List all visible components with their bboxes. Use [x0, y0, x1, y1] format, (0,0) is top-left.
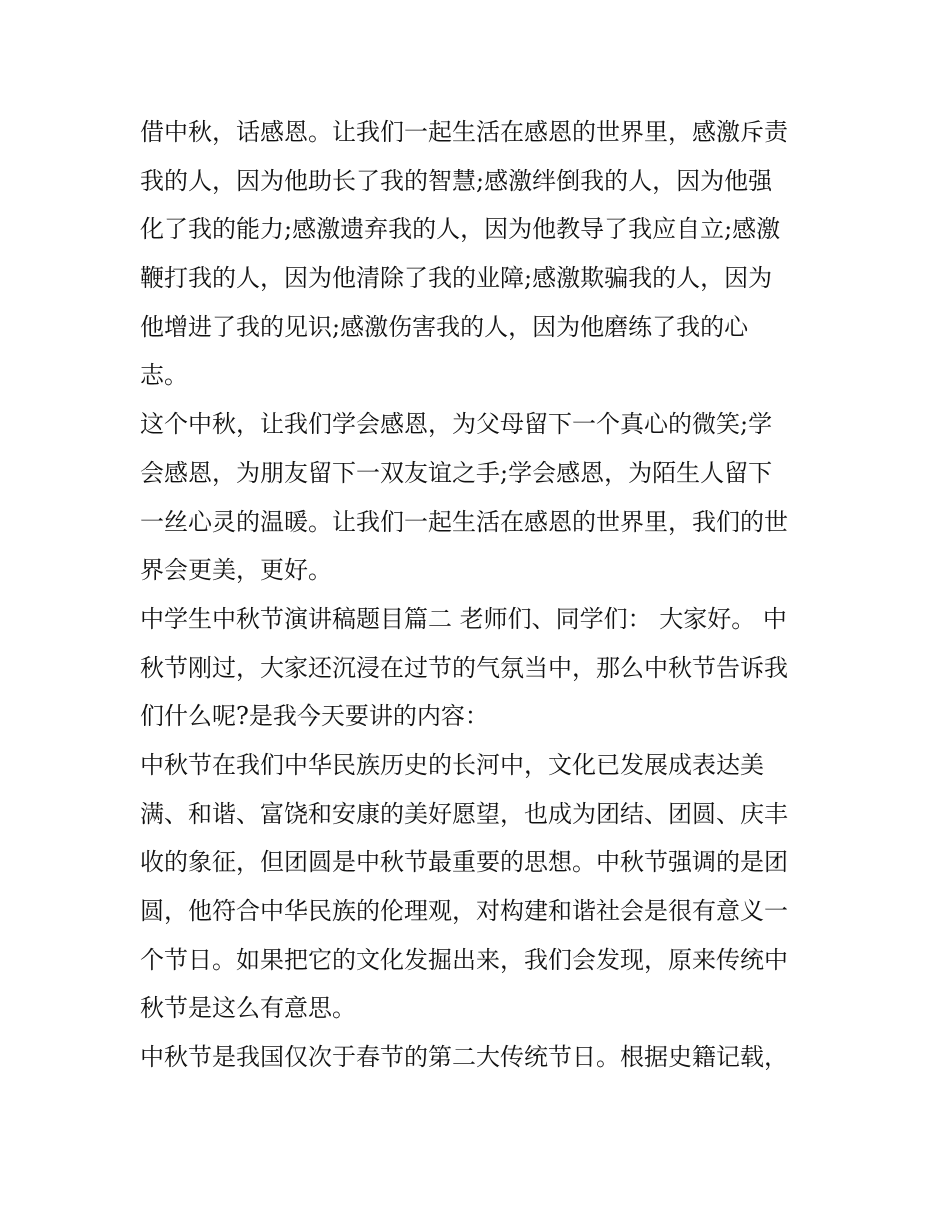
text-line: 借中秋，话感恩。让我们一起生活在感恩的世界里，感激斥责 [140, 118, 788, 146]
text-line: 鞭打我的人，因为他清除了我的业障;感激欺骗我的人，因为 [140, 264, 773, 293]
text-line: 中秋节在我们中华民族历史的长河中，文化已发展成表达美 [140, 750, 764, 779]
text-line: 会感恩，为朋友留下一双友谊之手;学会感恩，为陌生人留下 [140, 458, 773, 487]
text-line: 圆，他符合中华民族的伦理观，对构建和谐社会是很有意义一 [140, 897, 788, 925]
text-line: 化了我的能力;感激遗弃我的人，因为他教导了我应自立;感激 [140, 215, 781, 244]
text-line: 志。 [140, 361, 188, 390]
text-line: 们什么呢?是我今天要讲的内容： [140, 702, 489, 731]
text-line: 他增进了我的见识;感激伤害我的人，因为他磨练了我的心 [140, 312, 749, 341]
text-line: 个节日。如果把它的文化发掘出来，我们会发现，原来传统中 [140, 945, 788, 974]
text-line: 这个中秋，让我们学会感恩，为父母留下一个真心的微笑;学 [140, 410, 773, 439]
text-line: 满、和谐、富饶和安康的美好愿望，也成为团结、团圆、庆丰 [140, 799, 788, 828]
text-line: 中学生中秋节演讲稿题目篇二 老师们、同学们： 大家好。 中 [140, 604, 787, 633]
text-line: 秋节是这么有意思。 [140, 994, 356, 1023]
text-line: 秋节刚过，大家还沉浸在过节的气氛当中，那么中秋节告诉我 [140, 653, 788, 682]
text-line: 一丝心灵的温暖。让我们一起生活在感恩的世界里，我们的世 [140, 507, 788, 536]
body-text [140, 108, 830, 1082]
text-line: 中秋节是我国仅次于春节的第二大传统节日。根据史籍记载， [140, 1043, 788, 1072]
text-line: 收的象征，但团圆是中秋节最重要的思想。中秋节强调的是团 [140, 848, 788, 877]
text-line: 界会更美，更好。 [140, 556, 332, 585]
text-line: 我的人，因为他助长了我的智慧;感激绊倒我的人，因为他强 [140, 166, 773, 195]
